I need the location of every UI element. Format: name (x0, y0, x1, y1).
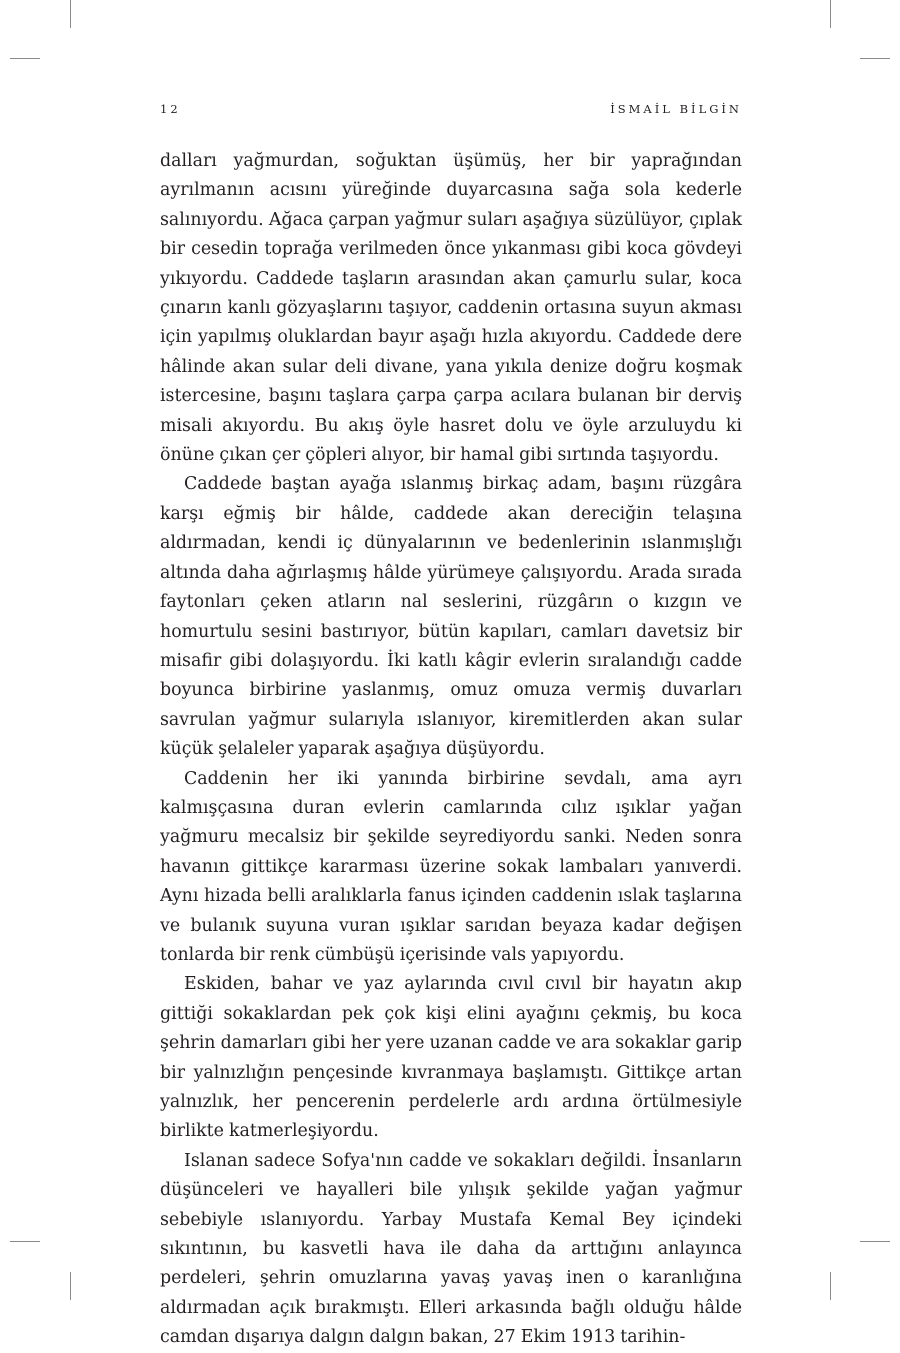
crop-mark (10, 1241, 40, 1242)
crop-mark (830, 1272, 831, 1300)
crop-mark (10, 58, 40, 59)
paragraph: dalları yağmurdan, soğuktan üşümüş, her bir yaprağından ayrılmanın acısını yüreğinde duyarcasına sağa sola kederle salınıyordu. Ağaca çarpan yağmur suları aşağıya süzülüyor, çıplak bir cesedin toprağa verilmeden önce yıkanması gibi koca gövdeyi yıkıyordu. Caddede taşların arasından akan çamurlu sular, koca çınarın kanlı gözyaşlarını taşıyor, caddenin ortasına suyun akması için yapılmış oluklardan bayır aşağı hızla akıyordu. Caddede dere hâlinde akan sular deli divane, yana yıkıla denize doğru koşmak istercesine, başını taşlara çarpa çarpa acılara bulanan bir derviş misali akıyordu. Bu akış öyle hasret dolu ve öyle arzuluydu ki önüne çıkan çer çöpleri alıyor, bir hamal gibi sırtında taşıyordu. (160, 151, 742, 466)
body-text (160, 147, 742, 1353)
crop-mark (70, 0, 71, 28)
paragraph: Eskiden, bahar ve yaz aylarında cıvıl cıvıl bir hayatın akıp gittiği sokaklardan pek çok kişi elini ayağını çekmiş, bu koca şehrin damarları gibi her yere uzanan cadde ve ara sokaklar garip bir yalnızlığın pençesinde kıvranmaya başlamıştı. Gittikçe artan yalnızlık, her pencerenin perdelerle ardı ardına örtülmesiyle birlikte katmerleşiyordu. (160, 974, 742, 1142)
paragraph: Islanan sadece Sofya'nın cadde ve sokakları değildi. İnsanların düşünceleri ve hayalleri bile yılışık şekilde yağan yağmur sebebiyle ıslanıyordu. Yarbay Mustafa Kemal Bey içindeki sıkıntının, bu kasvetli hava ile daha da arttığını anlayınca perdeleri, şehrin omuzlarına yavaş yavaş inen o karanlığına aldırmadan açık bırakmıştı. Elleri arkasında bağlı olduğu hâlde camdan dışarıya dalgın dalgın bakan, 27 Ekim 1913 tarihin- (160, 1150, 742, 1348)
paragraph: Caddenin her iki yanında birbirine sevdalı, ama ayrı kalmışçasına duran evlerin camlarında cılız ışıklar yağan yağmuru mecalsiz bir şekilde seyrediyordu sanki. Neden sonra havanın gittikçe kararması üzerine sokak lambaları yanıverdi. Aynı hizada belli aralıklarla fanus içinden caddenin ıslak taşlarına ve bulanık suyuna vuran ışıklar sarıdan beyaza kadar değişen tonlarda bir renk cümbüşü içerisinde vals yapıyordu. (160, 768, 742, 965)
author-name: İSMAİL BİLGİN (610, 102, 742, 116)
crop-mark (860, 58, 890, 59)
crop-mark (830, 0, 831, 28)
crop-mark (70, 1272, 71, 1300)
crop-mark (860, 1241, 890, 1242)
running-header (160, 102, 742, 118)
page-number: 12 (160, 102, 181, 116)
paragraph: Caddede baştan ayağa ıslanmış birkaç adam, başını rüzgâra karşı eğmiş bir hâlde, caddede akan dereciğin telaşına aldırmadan, kendi iç dünyalarının ve bedenlerinin ıslanmışlığı altında daha ağırlaşmış hâlde yürümeye çalışıyordu. Arada sırada faytonları çeken atların nal seslerini, rüzgârın o kızgın ve homurtulu sesini bastırıyor, bütün kapıları, camları davetsiz bir misafir gibi dolaşıyordu. İki katlı kâgir evlerin sıralandığı cadde boyunca birbirine yaslanmış, omuz omuza vermiş duvarları savrulan yağmur sularıyla ıslanıyor, kiremitlerden akan sular küçük şelaleler yaparak aşağıya düşüyordu. (160, 474, 742, 760)
